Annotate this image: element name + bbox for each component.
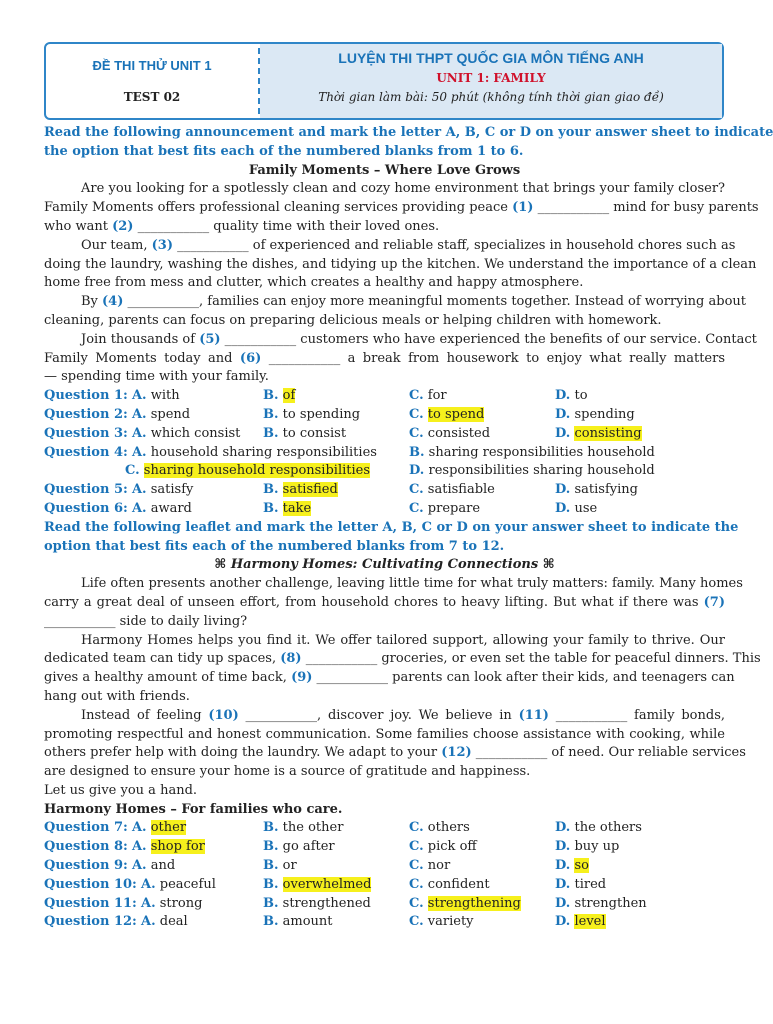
option-d-highlighted[interactable]: level [574, 914, 606, 930]
option-d[interactable]: tired [574, 876, 607, 892]
option-b[interactable]: go after [282, 839, 335, 855]
option-a[interactable]: deal [159, 914, 188, 930]
blank-number: (4) [102, 294, 124, 310]
section2-instruction: Read the following leaflet and mark the letter A, B, C or D on your answer sheet to indicate the [44, 519, 739, 535]
option-a-highlighted[interactable]: shop for [150, 839, 205, 855]
passage2-title: ⌘ Harmony Homes: Cultivating Connections ⌘ [214, 557, 555, 573]
option-b[interactable]: amount [282, 914, 333, 930]
option-a-highlighted[interactable]: other [150, 820, 187, 836]
question-row: Question 3: A. which consist B. to consist C. consisted D. consisting [44, 425, 642, 441]
question-label: Question 11: [44, 895, 137, 911]
passage2-line: Let us give you a hand. [44, 782, 198, 798]
question-row: Question 9: A. and B. or C. nor D. so [44, 858, 589, 874]
option-a[interactable]: household sharing responsibilities [150, 444, 377, 460]
option-b[interactable]: to spending [282, 406, 361, 422]
course-title: LUYỆN THI THPT QUỐC GIA MÔN TIẾNG ANH [338, 50, 644, 66]
option-c[interactable]: variety [427, 914, 474, 930]
blank-number: (11) [518, 707, 549, 723]
blank-number: (9) [291, 670, 313, 686]
option-a[interactable]: which consist [150, 425, 241, 441]
option-c-highlighted[interactable]: strengthening [427, 895, 521, 911]
passage2-line: Life often presents another challenge, leaving little time for what truly matters: family. Many homes [81, 576, 743, 592]
option-a[interactable]: with [150, 388, 180, 404]
question-label: Question 9: [44, 858, 128, 874]
option-d[interactable]: spending [574, 406, 635, 422]
blank-number: (5) [199, 331, 221, 347]
passage2-line: carry a great deal of unseen effort, from household chores to heavy lifting. But what if there was (7) [44, 594, 725, 610]
passage1-line: Join thousands of (5) ___________ customers who have experienced the benefits of our service. Contact [81, 331, 757, 347]
option-a[interactable]: satisfy [150, 482, 194, 498]
header-left-panel [46, 44, 258, 118]
header-right-panel [260, 44, 722, 118]
question-row: Question 2: A. spend B. to spending C. to spend D. spending [44, 406, 635, 422]
option-b[interactable]: sharing responsibilities household [428, 444, 655, 460]
question-row: Question 10: A. peaceful B. overwhelmed C. confident D. tired [44, 876, 607, 892]
option-b-highlighted[interactable]: of [282, 388, 296, 404]
option-b[interactable]: or [282, 858, 297, 874]
option-c[interactable]: nor [427, 858, 451, 874]
passage2-line: promoting respectful and honest communication. Some families choose assistance with cooking, while [44, 726, 725, 742]
option-c-highlighted[interactable]: to spend [427, 406, 485, 422]
passage1-title: Family Moments – Where Love Grows [248, 162, 521, 178]
passage2-line: hang out with friends. [44, 688, 190, 704]
question-label: Question 8: [44, 839, 128, 855]
passage2-line: are designed to ensure your home is a source of gratitude and happiness. [44, 764, 531, 780]
passage1-line: doing the laundry, washing the dishes, and tidying up the kitchen. We understand the importance of a clean [44, 256, 757, 272]
option-a[interactable]: spend [150, 406, 191, 422]
passage1-line: Are you looking for a spotlessly clean and cozy home environment that brings your family closer? [81, 181, 725, 197]
option-a[interactable]: peaceful [159, 876, 216, 892]
question-label: Question 2: [44, 406, 128, 422]
option-c[interactable]: for [427, 388, 447, 404]
unit-title: UNIT 1: FAMILY [436, 71, 546, 85]
passage1-line: Family Moments offers professional cleaning services providing peace (1) ___________ mind for busy parents [44, 200, 759, 216]
option-d[interactable]: satisfying [574, 482, 638, 498]
question-label: Question 3: [44, 425, 128, 441]
exam-content [44, 124, 773, 932]
question-label: Question 12: [44, 914, 137, 930]
question-row: Question 4: A. household sharing responsibilities B. sharing responsibilities household [44, 444, 655, 460]
time-limit: Thời gian làm bài: 50 phút (không tính thời gian giao đề) [318, 90, 664, 104]
passage2-line: Harmony Homes helps you find it. We offer tailored support, allowing your family to thrive. Our [81, 632, 725, 648]
option-a[interactable]: award [150, 500, 192, 516]
option-d[interactable]: responsibilities sharing household [428, 463, 655, 479]
blank-number: (2) [112, 218, 134, 234]
question-row: Question 1: A. with B. of C. for D. to [44, 388, 588, 404]
question-label: Question 1: [44, 388, 128, 404]
passage2-line: gives a healthy amount of time back, (9) ___________ parents can look after their kids, and teenagers can [44, 670, 735, 686]
question-row: Question 7: A. other B. the other C. others D. the others [44, 820, 642, 836]
option-c[interactable]: prepare [427, 500, 481, 516]
blank-number: (8) [280, 651, 302, 667]
passage1-line: cleaning, parents can focus on preparing delicious meals or helping children with homework. [44, 312, 662, 328]
option-d[interactable]: the others [574, 820, 642, 836]
question-row: Question 5: A. satisfy B. satisfied C. satisfiable D. satisfying [44, 482, 638, 498]
blank-number: (10) [208, 707, 239, 723]
question-row-cont: C. sharing household responsibilities D. responsibilities sharing household [125, 463, 655, 479]
question-label: Question 10: [44, 876, 137, 892]
question-label: Question 5: [44, 482, 128, 498]
section1-instruction-cont: the option that best fits each of the numbered blanks from 1 to 6. [44, 143, 524, 159]
exam-title: ĐỀ THI THỬ UNIT 1 [92, 58, 212, 73]
passage2-line: others prefer help with doing the laundry. We adapt to your (12) ___________ of need. Our reliable services [44, 745, 746, 761]
option-b-highlighted[interactable]: take [282, 500, 312, 516]
passage1-line: — spending time with your family. [44, 369, 269, 385]
blank-number: (12) [441, 745, 472, 761]
blank-number: (6) [239, 350, 262, 366]
option-a[interactable]: and [150, 858, 176, 874]
question-row: Question 12: A. deal B. amount C. variety D. level [44, 914, 606, 930]
option-c[interactable]: others [427, 820, 470, 836]
blank-number: (3) [151, 237, 173, 253]
question-label: Question 6: [44, 500, 128, 516]
option-d-highlighted[interactable]: consisting [574, 425, 642, 441]
passage1-line: Family Moments today and (6) ___________ a break from housework to enjoy what really matters [44, 350, 726, 366]
option-b-highlighted[interactable]: overwhelmed [282, 876, 372, 892]
question-row: Question 8: A. shop for B. go after C. pick off D. buy up [44, 839, 620, 855]
passage1-line: By (4) ___________, families can enjoy more meaningful moments together. Instead of worrying about [81, 294, 747, 310]
option-c[interactable]: confident [427, 876, 490, 892]
option-b[interactable]: to consist [282, 425, 347, 441]
option-d[interactable]: strengthen [574, 895, 647, 911]
question-label: Question 4: [44, 444, 128, 460]
option-c[interactable]: consisted [427, 425, 491, 441]
option-c[interactable]: pick off [427, 839, 477, 855]
passage2-line: Instead of feeling (10) ___________, discover joy. We believe in (11) ___________ family bonds, [81, 707, 726, 723]
option-c-highlighted[interactable]: sharing household responsibilities [143, 463, 371, 479]
option-b-highlighted[interactable]: satisfied [282, 482, 338, 498]
passage2-line: dedicated team can tidy up spaces, (8) ___________ groceries, or even set the table for peaceful dinners. This [44, 651, 761, 667]
section1-instruction: Read the following announcement and mark the letter A, B, C or D on your answer sheet to indicate [44, 125, 773, 140]
option-a[interactable]: strong [159, 895, 203, 911]
passage2-line: ___________ side to daily living? [44, 613, 248, 629]
option-c[interactable]: satisfiable [427, 482, 495, 498]
blank-number: (1) [512, 200, 534, 216]
question-row: Question 11: A. strong B. strengthened C. strengthening D. strengthen [44, 895, 647, 911]
question-row: Question 6: A. award B. take C. prepare D. use [44, 500, 598, 516]
option-d-highlighted[interactable]: so [574, 858, 589, 874]
option-d[interactable]: buy up [574, 839, 620, 855]
option-b[interactable]: strengthened [282, 895, 371, 911]
option-b[interactable]: the other [282, 820, 344, 836]
exam-header [44, 42, 724, 120]
option-d[interactable]: use [574, 500, 598, 516]
passage1-line: who want (2) ___________ quality time with their loved ones. [44, 218, 440, 234]
passage1-line: Our team, (3) ___________ of experienced and reliable staff, specializes in household chores such as [81, 237, 736, 253]
passage2-signoff: Harmony Homes – For families who care. [44, 801, 343, 817]
passage1-line: home free from mess and clutter, which creates a healthy and happy atmosphere. [44, 275, 584, 291]
section2-instruction-cont: option that best fits each of the numbered blanks from 7 to 12. [44, 538, 505, 554]
test-number: TEST 02 [123, 90, 181, 104]
option-d[interactable]: to [574, 388, 588, 404]
blank-number: (7) [703, 594, 725, 610]
question-label: Question 7: [44, 820, 128, 836]
